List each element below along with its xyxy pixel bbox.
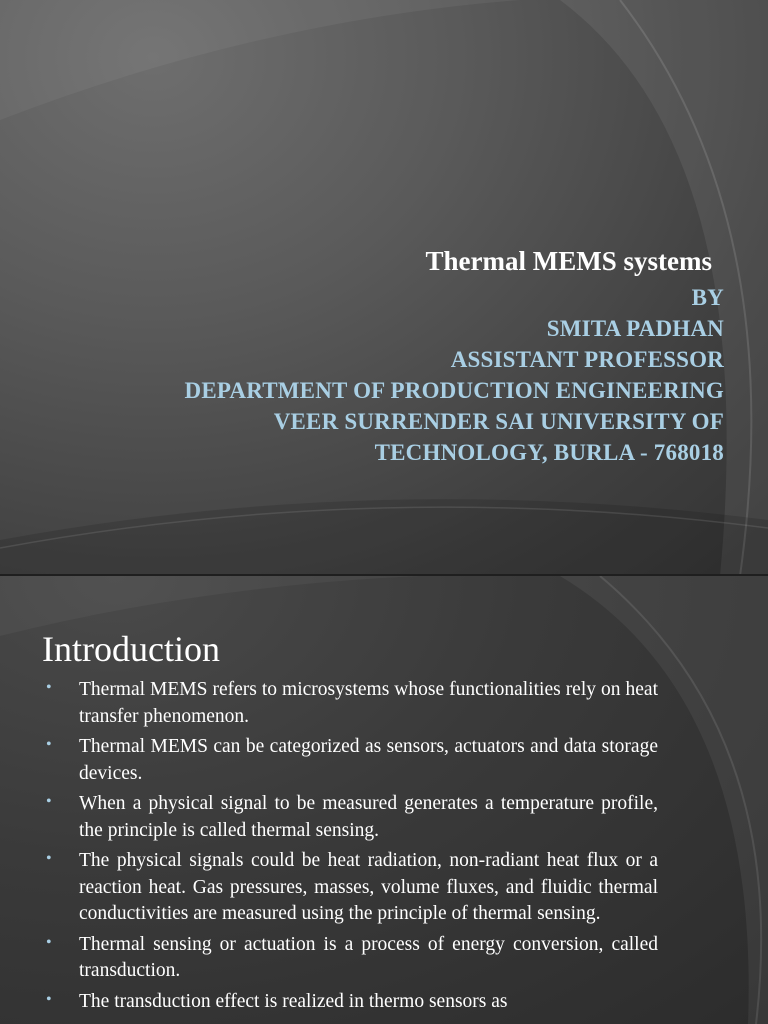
author-name: SMITA PADHAN — [546, 316, 724, 341]
author-department: DEPARTMENT OF PRODUCTION ENGINEERING — [184, 378, 724, 403]
bullet-text: The physical signals could be heat radiation, non-radiant heat flux or a reaction heat. Gas pressures, masses, volume fluxes, and fluidic thermal conductivities are measured using the principle of thermal sensing. — [79, 850, 658, 924]
bullet-text: Thermal sensing or actuation is a process of energy conversion, called transduction. — [79, 933, 658, 981]
university-line-1: VEER SURRENDER SAI UNIVERSITY OF — [273, 409, 724, 434]
bullet-marker: • — [46, 793, 52, 810]
bullet-marker: • — [46, 990, 52, 1008]
author-position: ASSISTANT PROFESSOR — [450, 347, 724, 372]
bullet-item — [42, 848, 658, 928]
slide-title: Thermal MEMS systems — [425, 246, 712, 276]
introduction-heading: Introduction — [42, 629, 220, 669]
bullet-item — [42, 677, 658, 730]
bullet-text: The transduction effect is realized in thermo sensors as — [79, 990, 508, 1012]
university-line-2: TECHNOLOGY, BURLA - 768018 — [374, 440, 724, 465]
bullet-item — [42, 932, 658, 985]
title-block — [64, 244, 724, 468]
bullet-item — [42, 989, 658, 1016]
bullet-text: Thermal MEMS refers to microsystems whose functionalities rely on heat transfer phenomenon. — [79, 679, 658, 727]
bullet-marker: • — [46, 933, 52, 951]
bullet-marker: • — [46, 736, 52, 753]
bullet-text: Thermal MEMS can be categorized as sensors, actuators and data storage devices. — [79, 736, 658, 784]
bullet-marker: • — [46, 850, 52, 867]
bullet-marker: • — [46, 679, 52, 696]
bullet-text: When a physical signal to be measured generates a temperature profile, the principle is called thermal sensing. — [79, 793, 658, 841]
bullet-item — [42, 734, 658, 787]
bullet-list — [42, 677, 658, 1019]
subtitle-by: BY — [691, 285, 724, 310]
bullet-item — [42, 791, 658, 844]
